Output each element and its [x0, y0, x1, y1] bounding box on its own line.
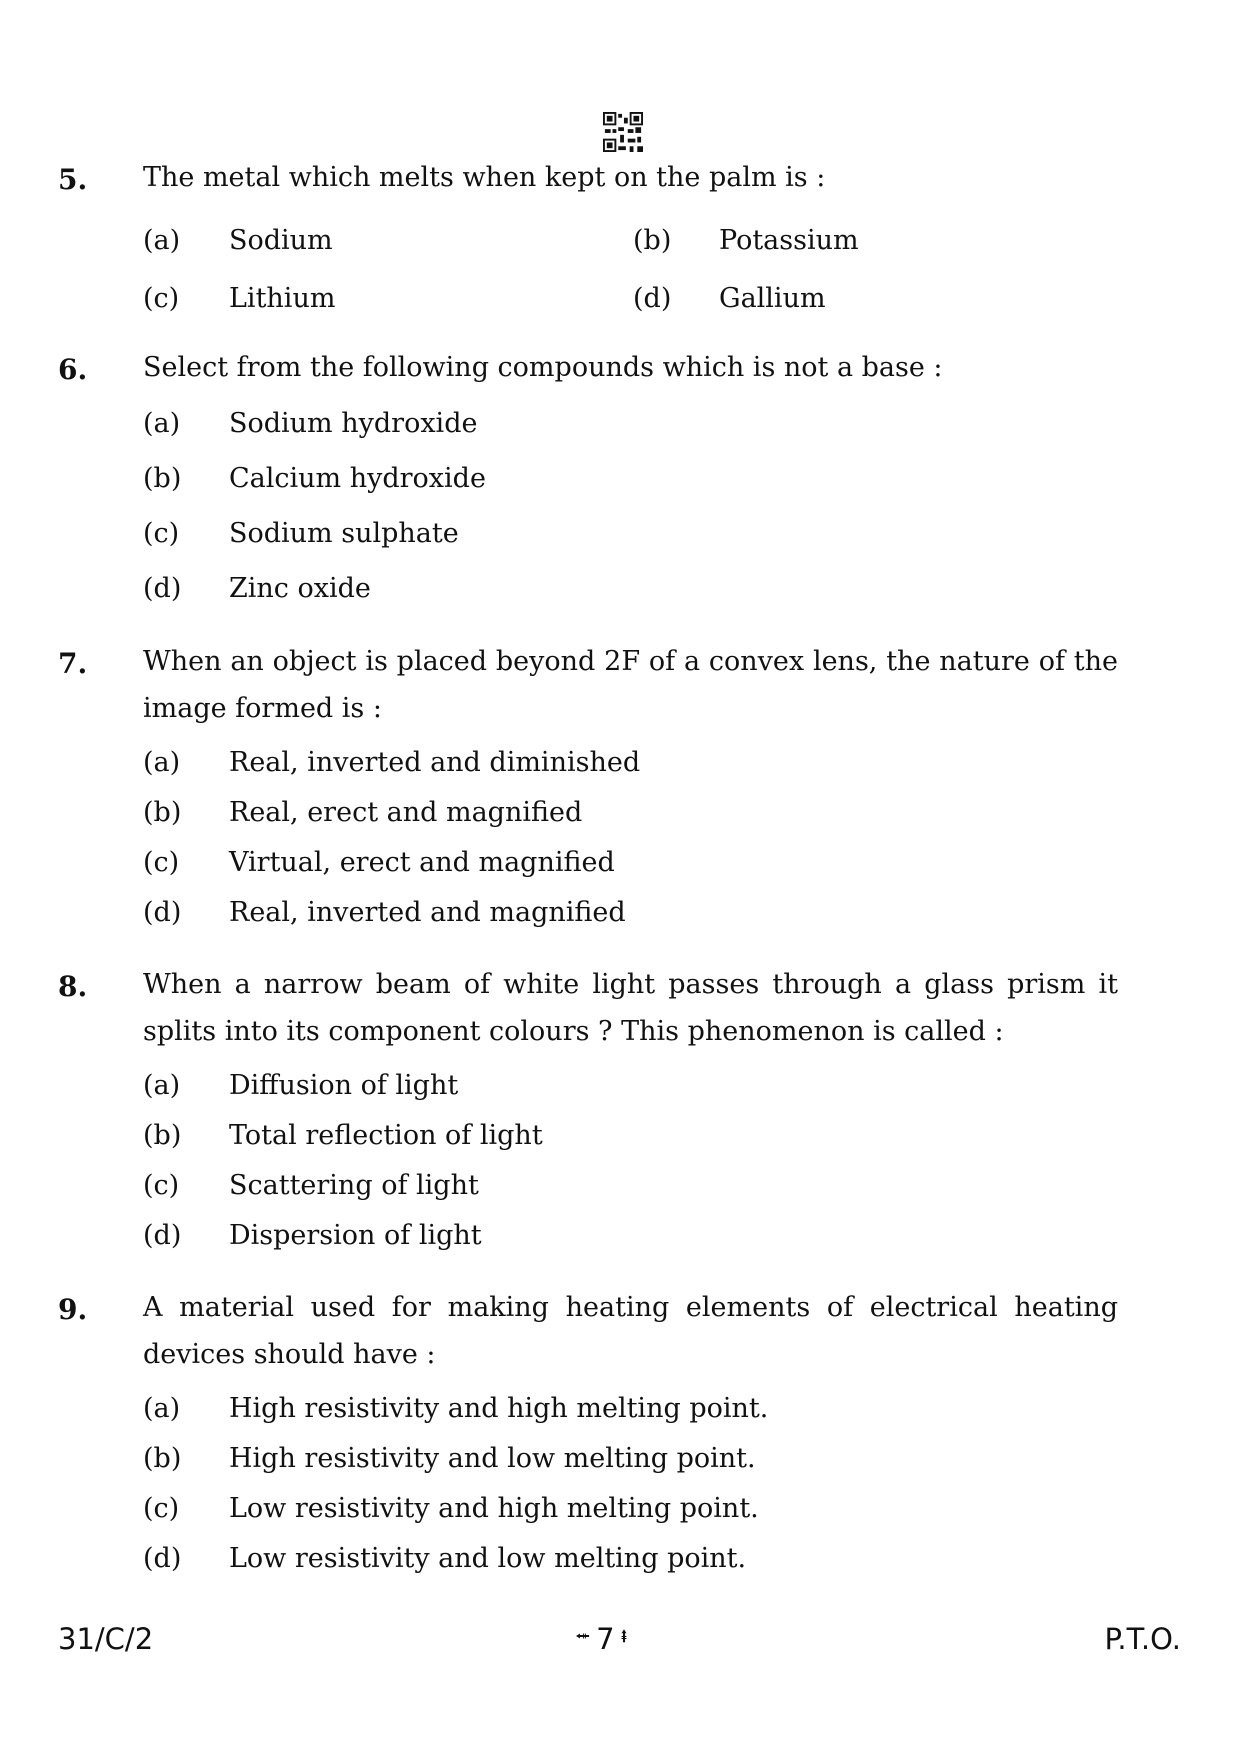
option-label: (b): [143, 1443, 182, 1474]
page-number-value: 7: [596, 1622, 615, 1656]
option-text: Real, inverted and magnified: [229, 897, 626, 928]
option-label: (a): [143, 747, 181, 778]
option-text: Diffusion of light: [229, 1070, 459, 1101]
question-text: A material used for making heating elements of electrical heating devices should have :: [143, 1292, 1118, 1370]
question-number: 6.: [58, 353, 88, 386]
option-label: (a): [143, 225, 181, 256]
question-number: 9.: [58, 1293, 88, 1326]
question-text: When a narrow beam of white light passes through a glass prism it splits into its component colours ? This phenomenon is called :: [143, 969, 1118, 1047]
question-number: 8.: [58, 970, 88, 1003]
qr-code-icon: [603, 112, 643, 152]
option-label: (d): [143, 897, 182, 928]
option-label: (a): [143, 408, 181, 439]
option-label: (c): [143, 1493, 180, 1524]
option-label: (c): [143, 518, 180, 549]
option-text: Sodium: [229, 225, 333, 256]
option-label: (b): [633, 225, 672, 256]
pto-label: P.T.O.: [1104, 1622, 1181, 1656]
ornament-right-icon: ⭻: [620, 1624, 628, 1648]
question-text: When an object is placed beyond 2F of a convex lens, the nature of the image formed is :: [143, 646, 1118, 724]
option-label: (b): [143, 1120, 182, 1151]
option-text: High resistivity and high melting point.: [229, 1393, 769, 1424]
option-text: Lithium: [229, 283, 336, 314]
option-label: (b): [143, 797, 182, 828]
option-label: (d): [143, 1543, 182, 1574]
option-text: Total reflection of light: [229, 1120, 543, 1151]
option-label: (a): [143, 1393, 181, 1424]
option-text: High resistivity and low melting point.: [229, 1443, 756, 1474]
option-label: (d): [633, 283, 672, 314]
option-text: Real, inverted and diminished: [229, 747, 641, 778]
option-text: Zinc oxide: [229, 573, 371, 604]
ornament-left-icon: ⭺: [575, 1624, 591, 1648]
option-text: Scattering of light: [229, 1170, 479, 1201]
question-number: 5.: [58, 163, 88, 196]
paper-code: 31/C/2: [58, 1622, 154, 1656]
option-text: Potassium: [719, 225, 859, 256]
option-text: Gallium: [719, 283, 826, 314]
option-label: (c): [143, 847, 180, 878]
option-text: Real, erect and magnified: [229, 797, 583, 828]
option-label: (d): [143, 1220, 182, 1251]
option-label: (b): [143, 463, 182, 494]
option-text: Low resistivity and high melting point.: [229, 1493, 759, 1524]
option-label: (c): [143, 1170, 180, 1201]
question-number: 7.: [58, 647, 88, 680]
question-text: Select from the following compounds which is not a base :: [143, 352, 943, 383]
option-label: (d): [143, 573, 182, 604]
option-text: Calcium hydroxide: [229, 463, 486, 494]
option-label: (a): [143, 1070, 181, 1101]
option-text: Virtual, erect and magnified: [229, 847, 615, 878]
option-text: Low resistivity and low melting point.: [229, 1543, 747, 1574]
question-text: The metal which melts when kept on the palm is :: [143, 162, 826, 193]
option-text: Sodium sulphate: [229, 518, 459, 549]
option-text: Dispersion of light: [229, 1220, 482, 1251]
option-label: (c): [143, 283, 180, 314]
page-number: [575, 1622, 628, 1656]
option-text: Sodium hydroxide: [229, 408, 478, 439]
